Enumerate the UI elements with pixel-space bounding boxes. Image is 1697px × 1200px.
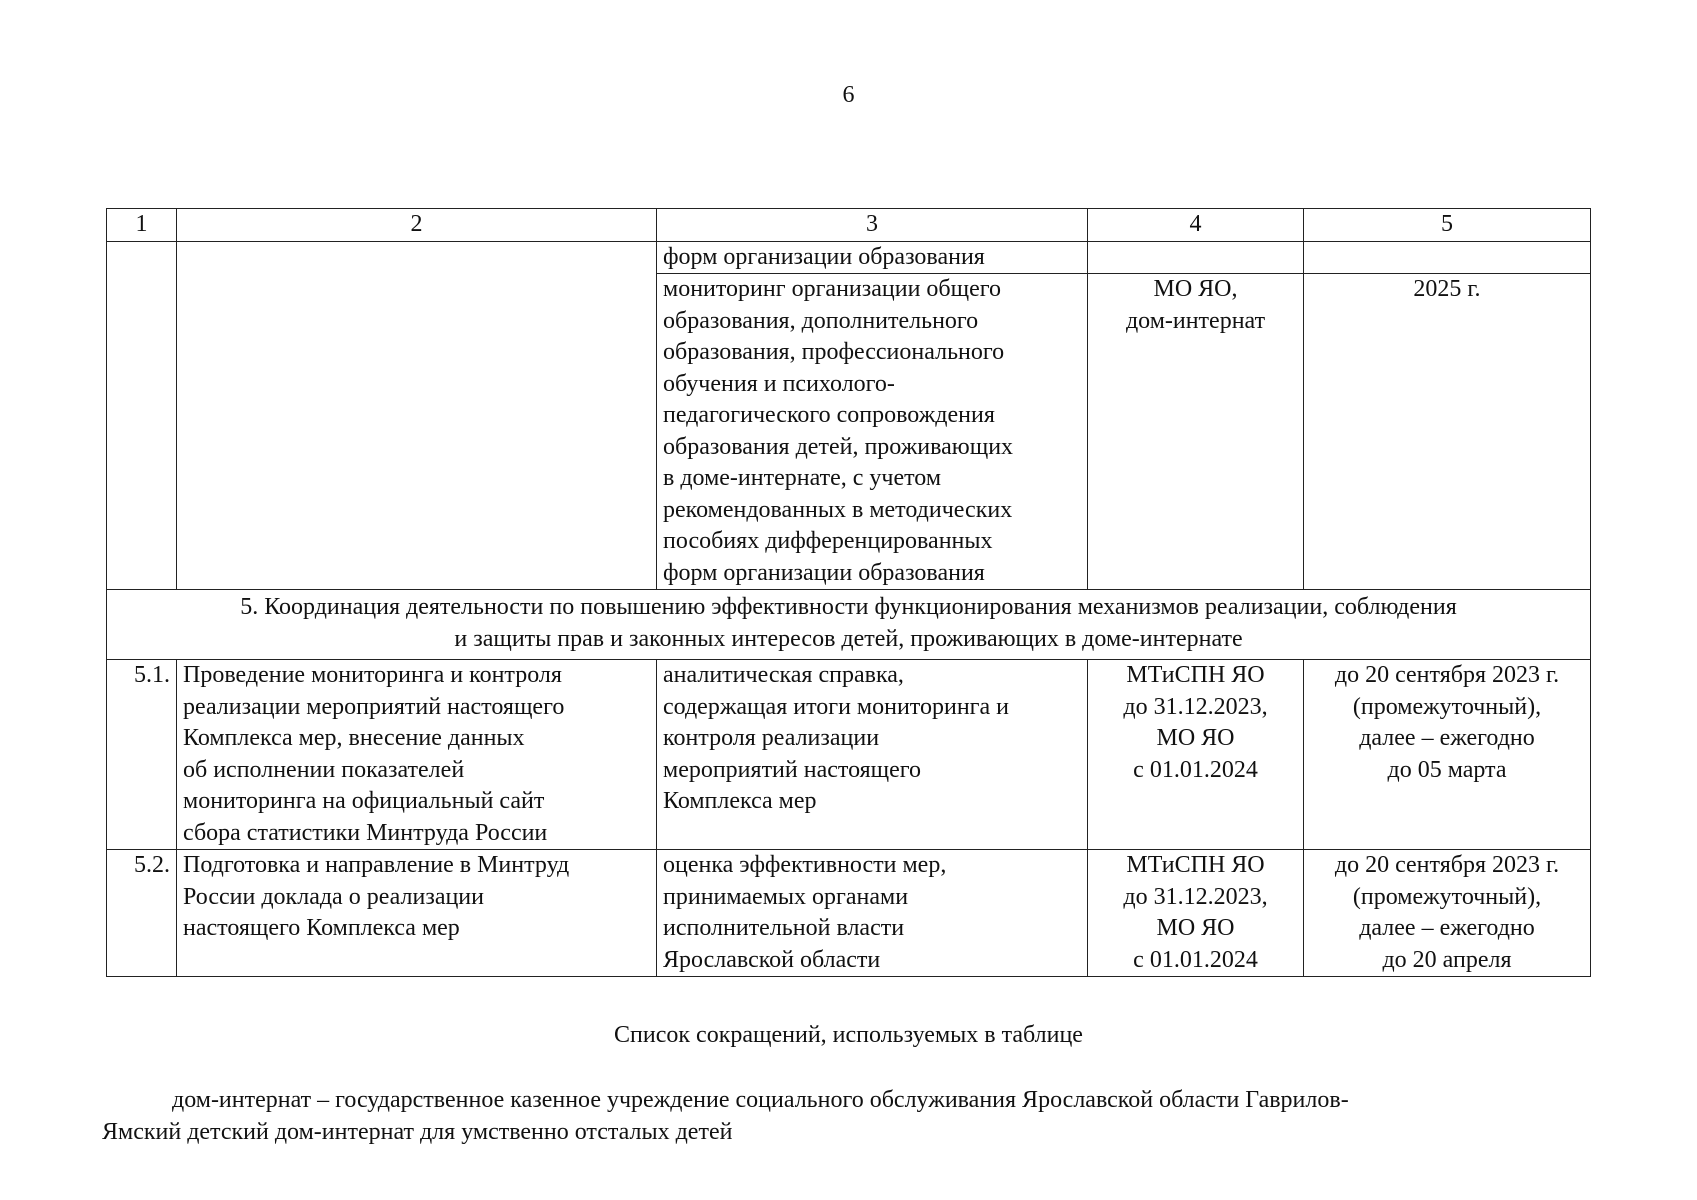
table-row xyxy=(107,850,1591,977)
text-line: Проведение мониторинга и контроля xyxy=(183,662,562,688)
header-col-3: 3 xyxy=(657,209,1088,242)
text-line: пособиях дифференцированных xyxy=(663,528,993,554)
header-col-2: 2 xyxy=(177,209,657,242)
text-line: образования, дополнительного xyxy=(663,307,979,334)
abbreviation-line: Ямский детский дом-интернат для умственно отсталых детей xyxy=(102,1119,733,1145)
text-line: образования детей, проживающих xyxy=(663,433,1014,460)
text-line: в доме-интернате, с учетом xyxy=(663,465,942,491)
cell-executor xyxy=(1088,660,1304,850)
text-line: образования, профессионального xyxy=(663,339,1005,365)
text-line: сбора статистики Минтруда России xyxy=(183,819,548,846)
text-line: аналитическая справка, xyxy=(663,662,904,688)
text-line: МО ЯО, xyxy=(1153,276,1238,302)
text-line: рекомендованных в методических xyxy=(663,496,1013,523)
text-line: до 31.12.2023, xyxy=(1123,693,1268,720)
measures-table xyxy=(106,208,1591,977)
text-line: Комплекса мер xyxy=(663,788,817,814)
cell-empty xyxy=(107,241,177,274)
text-line: Ярославской области xyxy=(663,946,881,973)
section-heading-line: 5. Координация деятельности по повышению эффективности функционирования механизмов реализации, соблюдения xyxy=(240,594,1457,620)
text-line: (промежуточный), xyxy=(1352,693,1542,720)
text-line: обучения и психолого- xyxy=(663,370,895,397)
abbreviations-caption: Список сокращений, используемых в таблице xyxy=(614,1022,1083,1048)
text-line: дом-интернат xyxy=(1125,307,1266,334)
text-line: Комплекса мер, внесение данных xyxy=(183,725,525,751)
text-line: мониторинг организации общего xyxy=(663,276,1002,302)
text-line: до 05 марта xyxy=(1387,756,1507,783)
text-line: с 01.01.2024 xyxy=(1133,946,1258,973)
text-line: МТиСПН ЯО xyxy=(1126,662,1265,688)
table-row xyxy=(107,241,1591,274)
cell-empty xyxy=(107,274,177,590)
cell-deadline: 2025 г. xyxy=(1304,274,1591,590)
cell-result xyxy=(657,660,1088,850)
text-line: до 20 сентября 2023 г. xyxy=(1334,662,1560,688)
section-heading xyxy=(107,590,1591,660)
text-line: содержащая итоги мониторинга и xyxy=(663,693,1010,720)
text-line: педагогического сопровождения xyxy=(663,402,995,428)
cell-deadline xyxy=(1304,850,1591,977)
text-line: до 31.12.2023, xyxy=(1123,883,1268,910)
text-line: форм организации образования xyxy=(663,559,985,586)
cell-measure xyxy=(177,660,657,850)
text-line: исполнительной власти xyxy=(663,915,905,941)
text-line: (промежуточный), xyxy=(1352,883,1542,910)
abbreviation-line: дом-интернат – государственное казенное учреждение социального обслуживания Ярославской области Гаврилов- xyxy=(172,1087,1349,1113)
cell-deadline xyxy=(1304,660,1591,850)
header-col-1: 1 xyxy=(107,209,177,242)
cell-measure xyxy=(177,850,657,977)
text-line: мероприятий настоящего xyxy=(663,756,922,783)
text-line: с 01.01.2024 xyxy=(1133,756,1258,783)
cell-result xyxy=(657,850,1088,977)
cell-empty xyxy=(1304,241,1591,274)
text-line: до 20 апреля xyxy=(1382,946,1512,973)
cell-executor xyxy=(1088,274,1304,590)
text-line: реализации мероприятий настоящего xyxy=(183,693,565,720)
text-line: России доклада о реализации xyxy=(183,883,484,910)
text-line: мониторинга на официальный сайт xyxy=(183,788,545,814)
text-line: далее – ежегодно xyxy=(1359,725,1535,751)
text-line: МО ЯО xyxy=(1156,725,1235,751)
text-line: оценка эффективности мер, xyxy=(663,852,947,878)
cell-empty xyxy=(177,274,657,590)
section-heading-line: и защиты прав и законных интересов детей, проживающих в доме-интернате xyxy=(454,625,1243,652)
cell-executor xyxy=(1088,850,1304,977)
text-line: контроля реализации xyxy=(663,725,880,751)
text-line: принимаемых органами xyxy=(663,883,909,910)
cell-empty xyxy=(177,241,657,274)
page-number: 6 xyxy=(842,82,855,108)
cell-empty xyxy=(1088,241,1304,274)
text-line: МТиСПН ЯО xyxy=(1126,852,1265,878)
text-line: об исполнении показателей xyxy=(183,756,465,783)
header-col-5: 5 xyxy=(1304,209,1591,242)
table-row xyxy=(107,274,1591,590)
text-line: Подготовка и направление в Минтруд xyxy=(183,852,570,878)
cell-continued-text: форм организации образования xyxy=(657,241,1088,274)
cell-result xyxy=(657,274,1088,590)
table-row xyxy=(107,660,1591,850)
header-col-4: 4 xyxy=(1088,209,1304,242)
cell-item-number: 5.1. xyxy=(107,660,177,850)
cell-item-number: 5.2. xyxy=(107,850,177,977)
text-line: настоящего Комплекса мер xyxy=(183,915,460,941)
section-heading-row xyxy=(107,590,1591,660)
table-header-row xyxy=(107,209,1591,242)
text-line: далее – ежегодно xyxy=(1359,915,1535,941)
text-line: МО ЯО xyxy=(1156,915,1235,941)
abbreviations-text xyxy=(102,1084,1592,1148)
text-line: до 20 сентября 2023 г. xyxy=(1334,852,1560,878)
